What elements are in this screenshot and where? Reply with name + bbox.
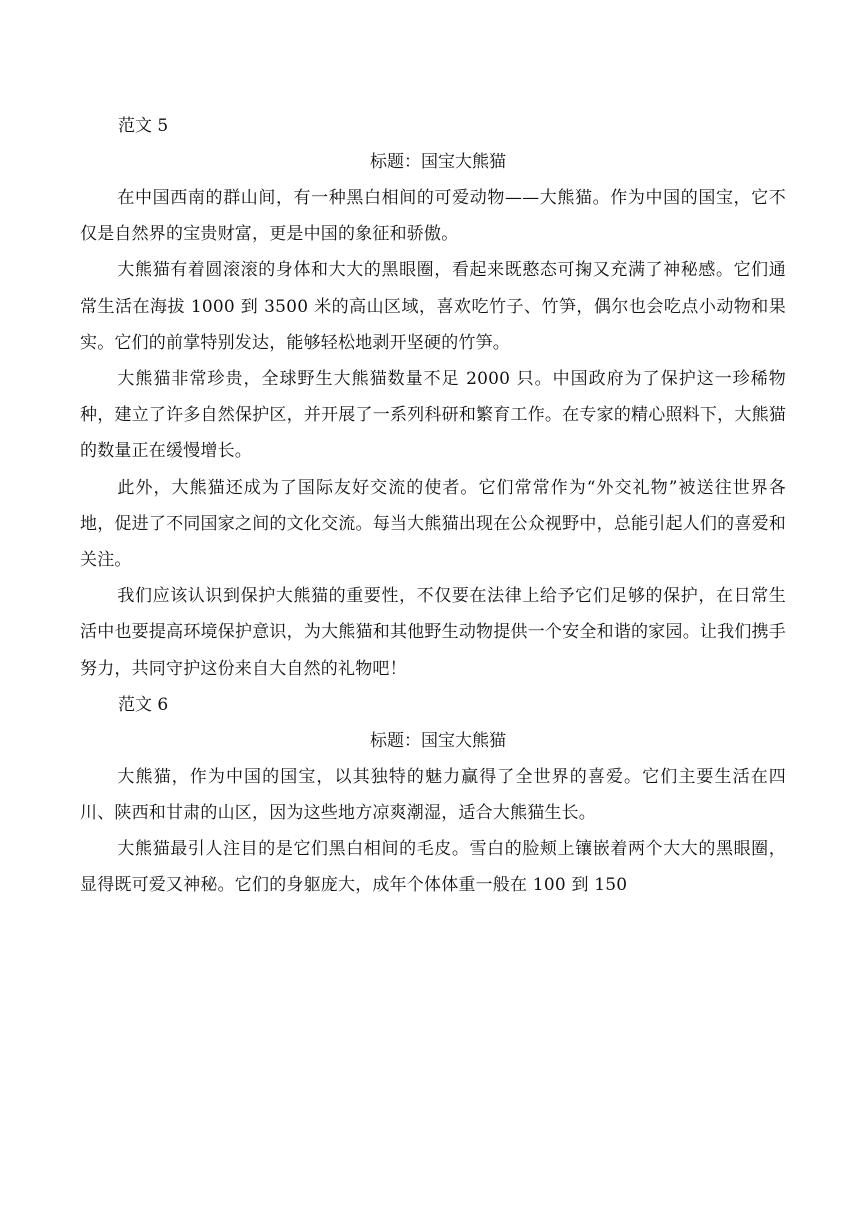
essay-label: 范文 5 — [118, 116, 169, 136]
paragraph: 在中国西南的群山间，有一种黑白相间的可爱动物——大熊猫。作为中国的国宝，它不仅是自然界的宝贵财富，更是中国的象征和骄傲。 — [80, 188, 786, 245]
paragraph: 大熊猫有着圆滚滚的身体和大大的黑眼圈，看起来既憨态可掬又充满了神秘感。它们通常生活在海拔 1000 到 3500 米的高山区域，喜欢吃竹子、竹笋，偶尔也会吃点小动物和果实。它们的前掌特别发达，能够轻松地剥开坚硬的竹笋。 — [80, 260, 786, 353]
essay-section-6 — [80, 687, 786, 904]
document-page — [80, 108, 786, 904]
essay-title: 标题：国宝大熊猫 — [370, 152, 506, 172]
paragraph: 此外，大熊猫还成为了国际友好交流的使者。它们常常作为“外交礼物”被送往世界各地，促进了不同国家之间的文化交流。每当大熊猫出现在公众视野中，总能引起人们的喜爱和关注。 — [80, 477, 786, 571]
essay-label: 范文 6 — [118, 694, 169, 715]
paragraph: 大熊猫，作为中国的国宝，以其独特的魅力赢得了全世界的喜爱。它们主要生活在四川、陕西和甘肃的山区，因为这些地方凉爽潮湿，适合大熊猫生长。 — [80, 766, 786, 824]
paragraph: 我们应该认识到保护大熊猫的重要性，不仅要在法律上给予它们足够的保护，在日常生活中也要提高环境保护意识，为大熊猫和其他野生动物提供一个安全和谐的家园。让我们携手努力，共同守护这份来自大自然的礼物吧！ — [80, 586, 786, 679]
essay-title: 标题：国宝大熊猫 — [370, 730, 506, 751]
paragraph: 大熊猫最引人注目的是它们黑白相间的毛皮。雪白的脸颊上镶嵌着两个大大的黑眼圈，显得既可爱又神秘。它们的身躯庞大，成年个体体重一般在 100 到 150 — [80, 839, 786, 896]
paragraph: 大熊猫非常珍贵，全球野生大熊猫数量不足 2000 只。中国政府为了保护这一珍稀物种，建立了许多自然保护区，并开展了一系列科研和繁育工作。在专家的精心照料下，大熊猫的数量正在缓慢增长。 — [80, 369, 786, 462]
essay-section-5 — [80, 108, 786, 687]
